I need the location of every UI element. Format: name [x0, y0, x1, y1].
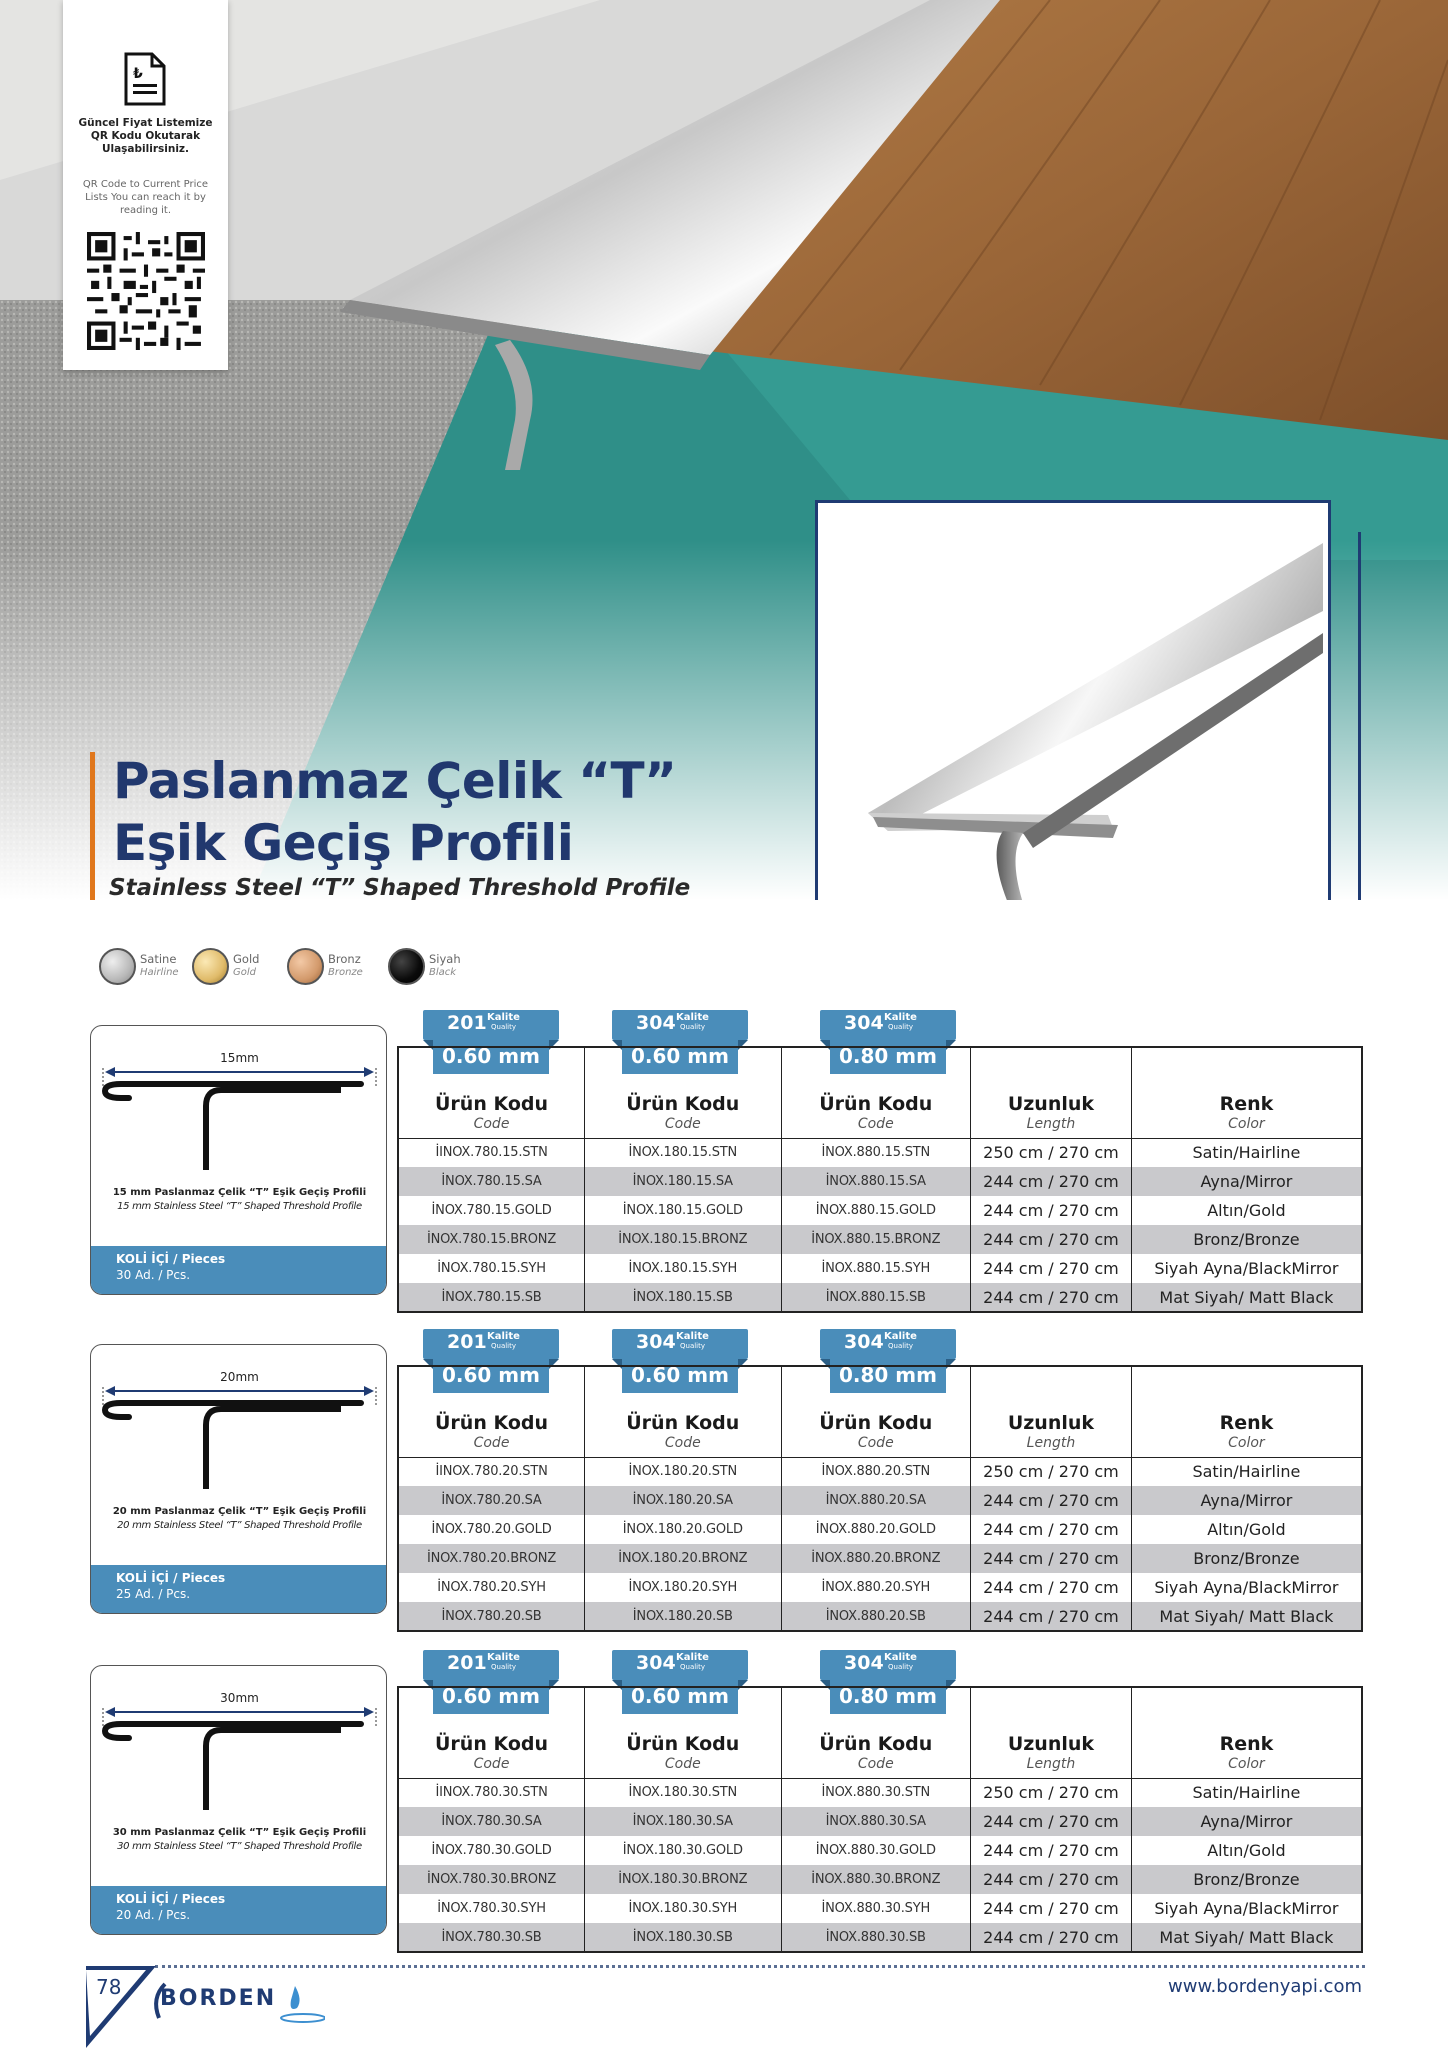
product-code-cell: İINOX.780.15.STN	[398, 1138, 585, 1167]
website-link[interactable]: www.bordenyapi.com	[1168, 1976, 1362, 1997]
swatch-label: Gold	[233, 952, 260, 966]
price-list-document-icon	[122, 52, 168, 106]
qr-card	[63, 0, 228, 370]
product-code-cell: İNOX.180.30.SA	[585, 1807, 781, 1836]
grade-kalite: Kalite	[884, 1331, 917, 1342]
thickness-label: 0.60 mm	[433, 1040, 549, 1074]
grade-number: 304	[844, 1652, 884, 1674]
footer-dotted-divider	[155, 1965, 1365, 1968]
column-header-code: Ürün Kodu Code	[781, 1366, 971, 1457]
table-row	[398, 1894, 1362, 1923]
table-row	[398, 1836, 1362, 1865]
grade-quality: Quality	[888, 1023, 914, 1031]
column-header-code: Ürün Kodu Code	[398, 1687, 585, 1778]
package-quantity-box	[91, 1886, 387, 1934]
grade-kalite: Kalite	[676, 1652, 709, 1663]
product-code-cell: İNOX.180.15.GOLD	[585, 1196, 781, 1225]
page-number: 78	[96, 1975, 122, 1999]
product-code-cell: İNOX.180.30.STN	[585, 1778, 781, 1807]
column-header-color: Renk Color	[1131, 1047, 1362, 1138]
package-quantity-value: 25 Ad. / Pcs.	[116, 1587, 191, 1601]
swatch-color-dot	[192, 948, 229, 985]
package-quantity-value: 30 Ad. / Pcs.	[116, 1268, 191, 1282]
product-section-30mm	[0, 1650, 1448, 1960]
color-cell: Altın/Gold	[1131, 1836, 1362, 1865]
column-header-code: Ürün Kodu Code	[781, 1047, 971, 1138]
color-cell: Mat Siyah/ Matt Black	[1131, 1923, 1362, 1952]
product-code-cell: İNOX.780.15.SB	[398, 1283, 585, 1312]
page-title-line1: Paslanmaz Çelik “T”	[113, 752, 677, 810]
profile-width-label: 20mm	[220, 1370, 259, 1384]
product-code-cell: İNOX.180.15.STN	[585, 1138, 781, 1167]
swatch-color-dot	[287, 948, 324, 985]
table-row	[398, 1515, 1362, 1544]
qr-text-en: QR Code to Current Price Lists You can reach it by reading it.	[82, 179, 209, 216]
length-cell: 250 cm / 270 cm	[971, 1778, 1132, 1807]
product-code-cell: İNOX.180.30.SB	[585, 1923, 781, 1952]
column-header-length: Uzunluk Length	[971, 1047, 1132, 1138]
grade-quality: Quality	[491, 1663, 517, 1671]
product-code-cell: İNOX.180.20.SA	[585, 1486, 781, 1515]
grade-number: 201	[447, 1012, 487, 1034]
product-code-cell: İNOX.880.15.SA	[781, 1167, 971, 1196]
product-code-cell: İNOX.180.15.BRONZ	[585, 1225, 781, 1254]
color-cell: Mat Siyah/ Matt Black	[1131, 1602, 1362, 1631]
grade-number: 201	[447, 1331, 487, 1353]
swatch-label-en: Bronze	[328, 967, 363, 978]
color-cell: Bronz/Bronze	[1131, 1225, 1362, 1254]
grade-number: 304	[844, 1331, 884, 1353]
color-cell: Altın/Gold	[1131, 1196, 1362, 1225]
grade-number: 304	[636, 1652, 676, 1674]
swatch-color-dot	[388, 948, 425, 985]
table-header-row	[398, 1047, 1362, 1138]
column-header-code: Ürün Kodu Code	[398, 1047, 585, 1138]
column-header-code: Ürün Kodu Code	[398, 1366, 585, 1457]
spec-table	[397, 1365, 1363, 1632]
spec-table-body	[398, 1457, 1362, 1631]
product-code-cell: İNOX.880.15.BRONZ	[781, 1225, 971, 1254]
swatch-label: Bronz	[328, 952, 361, 966]
length-cell: 244 cm / 270 cm	[971, 1602, 1132, 1631]
product-code-cell: İNOX.880.30.SA	[781, 1807, 971, 1836]
column-header-code: Ürün Kodu Code	[585, 1687, 781, 1778]
length-cell: 250 cm / 270 cm	[971, 1457, 1132, 1486]
profile-width-label: 30mm	[220, 1691, 259, 1705]
product-section-20mm	[0, 1329, 1448, 1639]
thickness-label: 0.60 mm	[433, 1359, 549, 1393]
profile-description-en: 30 mm Stainless Steel “T” Shaped Threshold Profile	[117, 1841, 362, 1852]
table-row	[398, 1544, 1362, 1573]
column-header-code: Ürün Kodu Code	[781, 1687, 971, 1778]
table-row	[398, 1254, 1362, 1283]
swatch-label-en: Gold	[233, 967, 256, 978]
color-cell: Bronz/Bronze	[1131, 1544, 1362, 1573]
product-code-cell: İNOX.880.20.SB	[781, 1602, 971, 1631]
svg-text:₺: ₺	[133, 66, 143, 82]
color-cell: Siyah Ayna/BlackMirror	[1131, 1254, 1362, 1283]
swatch-color-dot	[99, 948, 136, 985]
grade-number: 304	[636, 1012, 676, 1034]
length-cell: 244 cm / 270 cm	[971, 1196, 1132, 1225]
color-cell: Ayna/Mirror	[1131, 1167, 1362, 1196]
table-row	[398, 1196, 1362, 1225]
column-header-code: Ürün Kodu Code	[585, 1366, 781, 1457]
swatch-label-en: Hairline	[140, 967, 179, 978]
color-cell: Satin/Hairline	[1131, 1457, 1362, 1486]
table-row	[398, 1573, 1362, 1602]
length-cell: 244 cm / 270 cm	[971, 1807, 1132, 1836]
grade-number: 304	[636, 1331, 676, 1353]
color-cell: Siyah Ayna/BlackMirror	[1131, 1894, 1362, 1923]
length-cell: 244 cm / 270 cm	[971, 1486, 1132, 1515]
profile-description-tr: 15 mm Paslanmaz Çelik “T” Eşik Geçiş Profili	[112, 1187, 367, 1198]
table-row	[398, 1283, 1362, 1312]
profile-drawing-card	[90, 1665, 387, 1935]
color-cell: Siyah Ayna/BlackMirror	[1131, 1573, 1362, 1602]
product-code-cell: İNOX.880.15.STN	[781, 1138, 971, 1167]
title-block	[90, 752, 790, 900]
package-quantity-box	[91, 1246, 387, 1294]
product-code-cell: İNOX.180.15.SB	[585, 1283, 781, 1312]
color-cell: Altın/Gold	[1131, 1515, 1362, 1544]
column-header-code: Ürün Kodu Code	[585, 1047, 781, 1138]
product-code-cell: İNOX.180.15.SA	[585, 1167, 781, 1196]
product-code-cell: İNOX.780.30.BRONZ	[398, 1865, 585, 1894]
product-code-cell: İNOX.880.20.BRONZ	[781, 1544, 971, 1573]
package-quantity-box	[91, 1565, 387, 1613]
grade-quality: Quality	[491, 1023, 517, 1031]
thickness-label: 0.80 mm	[830, 1359, 946, 1393]
product-code-cell: İNOX.880.20.GOLD	[781, 1515, 971, 1544]
table-row	[398, 1865, 1362, 1894]
color-cell: Ayna/Mirror	[1131, 1807, 1362, 1836]
grade-kalite: Kalite	[884, 1652, 917, 1663]
grade-quality: Quality	[888, 1342, 914, 1350]
grade-quality: Quality	[680, 1342, 706, 1350]
spec-table-body	[398, 1138, 1362, 1312]
table-row	[398, 1807, 1362, 1836]
thickness-label: 0.60 mm	[622, 1680, 738, 1714]
grade-kalite: Kalite	[487, 1012, 520, 1023]
grade-quality: Quality	[888, 1663, 914, 1671]
length-cell: 244 cm / 270 cm	[971, 1894, 1132, 1923]
table-row	[398, 1602, 1362, 1631]
grade-number: 201	[447, 1652, 487, 1674]
table-header-row	[398, 1366, 1362, 1457]
length-cell: 244 cm / 270 cm	[971, 1544, 1132, 1573]
product-code-cell: İNOX.180.30.GOLD	[585, 1836, 781, 1865]
spec-table-body	[398, 1778, 1362, 1952]
product-code-cell: İNOX.180.30.BRONZ	[585, 1865, 781, 1894]
grade-kalite: Kalite	[487, 1331, 520, 1342]
color-cell: Ayna/Mirror	[1131, 1486, 1362, 1515]
column-header-color: Renk Color	[1131, 1366, 1362, 1457]
product-code-cell: İNOX.780.15.GOLD	[398, 1196, 585, 1225]
length-cell: 244 cm / 270 cm	[971, 1923, 1132, 1952]
length-cell: 244 cm / 270 cm	[971, 1573, 1132, 1602]
grade-kalite: Kalite	[884, 1012, 917, 1023]
color-cell: Bronz/Bronze	[1131, 1865, 1362, 1894]
profile-description-en: 20 mm Stainless Steel “T” Shaped Threshold Profile	[117, 1520, 362, 1531]
product-code-cell: İNOX.880.30.GOLD	[781, 1836, 971, 1865]
brand-name: BORDEN	[160, 1986, 277, 2011]
thickness-label: 0.80 mm	[830, 1680, 946, 1714]
profile-drawing-card	[90, 1344, 387, 1614]
product-code-cell: İNOX.180.15.SYH	[585, 1254, 781, 1283]
product-code-cell: İNOX.880.30.SYH	[781, 1894, 971, 1923]
qr-code-icon[interactable]	[87, 232, 205, 350]
table-row	[398, 1138, 1362, 1167]
grade-quality: Quality	[680, 1663, 706, 1671]
product-code-cell: İNOX.880.30.BRONZ	[781, 1865, 971, 1894]
color-cell: Satin/Hairline	[1131, 1138, 1362, 1167]
length-cell: 244 cm / 270 cm	[971, 1836, 1132, 1865]
qr-text-tr: Güncel Fiyat Listemize QR Kodu Okutarak Ulaşabilirsiniz.	[78, 117, 213, 155]
product-code-cell: İNOX.880.30.STN	[781, 1778, 971, 1807]
profile-description-en: 15 mm Stainless Steel “T” Shaped Threshold Profile	[117, 1201, 362, 1212]
page-title-line2: Eşik Geçiş Profili	[113, 814, 574, 872]
product-code-cell: İNOX.180.20.SB	[585, 1602, 781, 1631]
column-header-length: Uzunluk Length	[971, 1366, 1132, 1457]
swatch-label: Siyah	[429, 952, 461, 966]
table-row	[398, 1225, 1362, 1254]
swatch-label: Satine	[140, 952, 177, 966]
table-row	[398, 1486, 1362, 1515]
length-cell: 244 cm / 270 cm	[971, 1283, 1132, 1312]
grade-quality: Quality	[680, 1023, 706, 1031]
package-quantity-label: KOLİ İÇİ / Pieces	[116, 1252, 226, 1266]
product-code-cell: İNOX.780.20.SB	[398, 1602, 585, 1631]
product-code-cell: İNOX.880.20.STN	[781, 1457, 971, 1486]
spec-table	[397, 1686, 1363, 1953]
product-code-cell: İNOX.780.20.GOLD	[398, 1515, 585, 1544]
table-header-row	[398, 1687, 1362, 1778]
column-header-color: Renk Color	[1131, 1687, 1362, 1778]
product-code-cell: İNOX.880.15.GOLD	[781, 1196, 971, 1225]
thickness-label: 0.60 mm	[433, 1680, 549, 1714]
product-code-cell: İNOX.780.30.GOLD	[398, 1836, 585, 1865]
hero-banner	[0, 0, 1448, 900]
product-code-cell: İNOX.780.15.SYH	[398, 1254, 585, 1283]
product-code-cell: İNOX.880.30.SB	[781, 1923, 971, 1952]
thickness-label: 0.60 mm	[622, 1040, 738, 1074]
product-code-cell: İNOX.780.20.SYH	[398, 1573, 585, 1602]
swatch-label-en: Black	[429, 967, 457, 978]
product-code-cell: İNOX.780.20.SA	[398, 1486, 585, 1515]
product-code-cell: İNOX.780.30.SA	[398, 1807, 585, 1836]
length-cell: 244 cm / 270 cm	[971, 1515, 1132, 1544]
color-cell: Satin/Hairline	[1131, 1778, 1362, 1807]
profile-drawing-card	[90, 1025, 387, 1295]
product-code-cell: İNOX.780.30.SB	[398, 1923, 585, 1952]
table-row	[398, 1167, 1362, 1196]
length-cell: 250 cm / 270 cm	[971, 1138, 1132, 1167]
thickness-label: 0.80 mm	[830, 1040, 946, 1074]
profile-description-tr: 20 mm Paslanmaz Çelik “T” Eşik Geçiş Profili	[112, 1506, 367, 1517]
grade-kalite: Kalite	[676, 1331, 709, 1342]
color-cell: Mat Siyah/ Matt Black	[1131, 1283, 1362, 1312]
grade-kalite: Kalite	[487, 1652, 520, 1663]
product-code-cell: İNOX.780.20.BRONZ	[398, 1544, 585, 1573]
profile-width-label: 15mm	[220, 1051, 259, 1065]
thickness-label: 0.60 mm	[622, 1359, 738, 1393]
package-quantity-value: 20 Ad. / Pcs.	[116, 1908, 191, 1922]
page-subtitle-english: Stainless Steel “T” Shaped Threshold Profile	[109, 875, 691, 900]
grade-kalite: Kalite	[676, 1012, 709, 1023]
spec-table	[397, 1046, 1363, 1313]
package-quantity-label: KOLİ İÇİ / Pieces	[116, 1892, 226, 1906]
product-code-cell: İNOX.880.15.SYH	[781, 1254, 971, 1283]
product-code-cell: İNOX.780.15.BRONZ	[398, 1225, 585, 1254]
profile-description-tr: 30 mm Paslanmaz Çelik “T” Eşik Geçiş Profili	[112, 1827, 367, 1838]
grade-number: 304	[844, 1012, 884, 1034]
column-header-length: Uzunluk Length	[971, 1687, 1132, 1778]
table-row	[398, 1923, 1362, 1952]
product-code-cell: İNOX.180.20.SYH	[585, 1573, 781, 1602]
product-code-cell: İNOX.780.15.SA	[398, 1167, 585, 1196]
length-cell: 244 cm / 270 cm	[971, 1167, 1132, 1196]
length-cell: 244 cm / 270 cm	[971, 1865, 1132, 1894]
product-code-cell: İNOX.180.20.STN	[585, 1457, 781, 1486]
product-code-cell: İNOX.880.15.SB	[781, 1283, 971, 1312]
grade-quality: Quality	[491, 1342, 517, 1350]
product-code-cell: İNOX.780.30.SYH	[398, 1894, 585, 1923]
product-code-cell: İINOX.780.30.STN	[398, 1778, 585, 1807]
product-code-cell: İNOX.180.20.BRONZ	[585, 1544, 781, 1573]
product-code-cell: İNOX.880.20.SA	[781, 1486, 971, 1515]
package-quantity-label: KOLİ İÇİ / Pieces	[116, 1571, 226, 1585]
product-code-cell: İNOX.880.20.SYH	[781, 1573, 971, 1602]
product-section-15mm	[0, 1010, 1448, 1320]
t-profile-product-photo	[818, 503, 1328, 900]
product-code-cell: İNOX.180.30.SYH	[585, 1894, 781, 1923]
table-row	[398, 1778, 1362, 1807]
length-cell: 244 cm / 270 cm	[971, 1225, 1132, 1254]
product-code-cell: İINOX.780.20.STN	[398, 1457, 585, 1486]
table-row	[398, 1457, 1362, 1486]
product-photo-frame	[815, 500, 1331, 900]
product-code-cell: İNOX.180.20.GOLD	[585, 1515, 781, 1544]
length-cell: 244 cm / 270 cm	[971, 1254, 1132, 1283]
